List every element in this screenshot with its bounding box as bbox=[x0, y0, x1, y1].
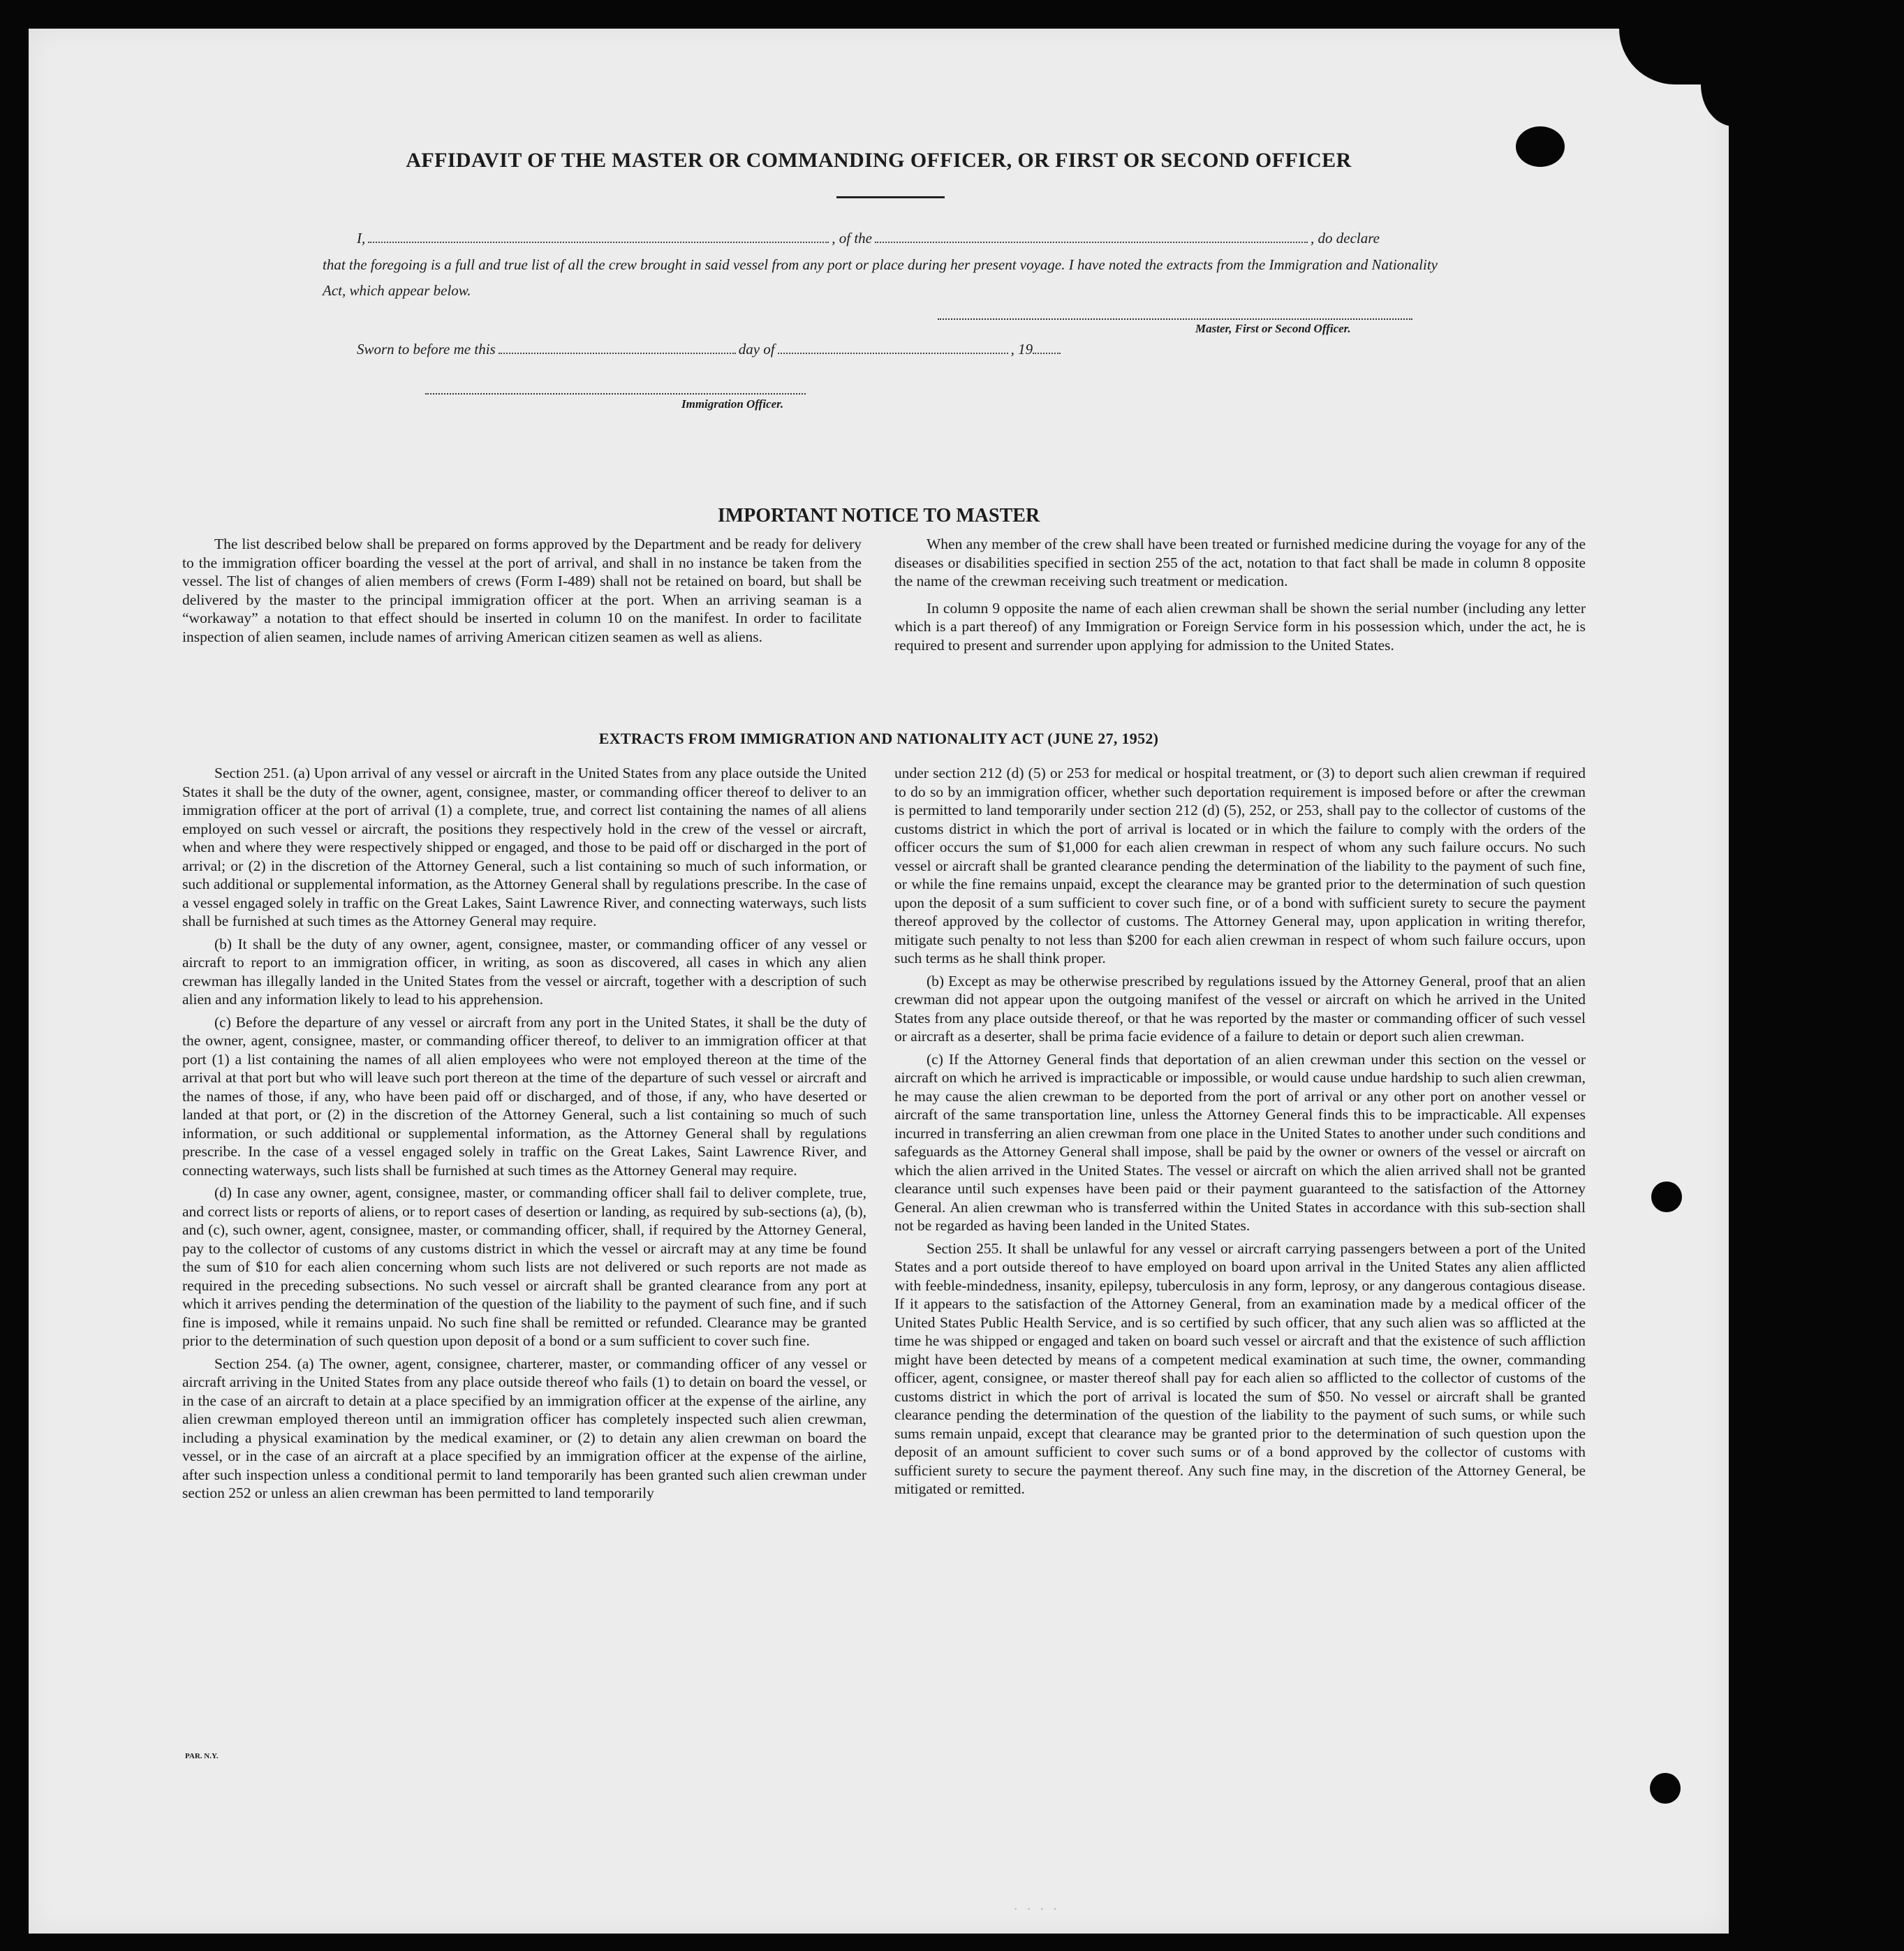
notice-title: IMPORTANT NOTICE TO MASTER bbox=[717, 505, 1040, 527]
vessel-name-field[interactable] bbox=[875, 241, 1308, 243]
year-label: , 19 bbox=[1010, 341, 1033, 358]
document-page bbox=[29, 29, 1729, 1934]
do-declare-label: , do declare bbox=[1311, 230, 1380, 246]
section-paragraph: (b) It shall be the duty of any owner, agent, consignee, master, or commanding officer of any vessel or aircraft to report to an immigration officer, in writing, as soon as discovered, all cases in which any alien crewman has illegally landed in the United States from the vessel or aircraft, together with a description of such alien and any information likely to lead to his apprehension. bbox=[182, 935, 866, 1008]
of-the-label: , of the bbox=[832, 230, 872, 246]
declaration-statement: that the foregoing is a full and true list of all the crew brought in said vessel from any port or place during her present voyage. I have noted the extracts from the Immigration and Nationality Act, which appear below. bbox=[323, 256, 1438, 299]
section-paragraph: (b) Except as may be otherwise prescribed by regulations issued by the Attorney General, proof that an alien crewman did not appear upon the outgoing manifest of the vessel or aircraft on which he arrived in the United States from any place outside thereof, or that he was reported by the master or commanding officer of such vessel or aircraft as a deserter, shall be prima facie evidence of a failure to detain or deport such alien crewman. bbox=[894, 972, 1586, 1045]
notice-left-column bbox=[182, 535, 862, 650]
notice-right-column bbox=[894, 535, 1586, 658]
extracts-right-column bbox=[894, 764, 1586, 1503]
section-paragraph: (d) In case any owner, agent, consignee, master, or commanding officer shall fail to deliver complete, true, and correct lists or reports of aliens, or to report cases of desertion or landing, as required by sub-sections (a), (b), and (c), such owner, agent, consignee, master, or commanding officer, shall, if required by the Attorney General, pay to the collector of customs of any customs district in which the vessel or aircraft may at any time be found the sum of $10 for each alien concerning whom such lists are not delivered or such reports are not made as required in the preceding subsections. No such vessel or aircraft shall be granted clearance from any port at which it arrives pending the determination of the question of the liability to the payment of such fine, and if such fine is imposed, while it remains unpaid. No such fine shall be remitted or refunded. Clearance may be granted prior to the determination of such question upon deposit of a bond or a sum sufficient to cover such fine. bbox=[182, 1184, 866, 1349]
sworn-day-field[interactable] bbox=[499, 352, 736, 354]
punch-hole bbox=[1651, 1181, 1682, 1212]
declarant-prefix: I, bbox=[357, 230, 366, 246]
section-paragraph: under section 212 (d) (5) or 253 for medical or hospital treatment, or (3) to deport such alien crewman if required to do so by an immigration officer, whether such deportation requirement is imposed before or after the crewman is permitted to land temporarily under section 212 (d) (5), 252, or 253, shall pay to the collector of customs of the customs district in which the port of arrival is located or in which the failure to comply with the orders of the officer occurs the sum of $1,000 for each alien crewman in respect of whom any such failure occurs. No such vessel or aircraft shall be granted clearance pending the determination of the liability to the payment of such fine, or while the fine remains unpaid, except the clearance may be granted prior to the determination of such question upon the deposit of a sum sufficient to cover such fine, or of a bond with sufficient surety to secure the payment thereof approved by the collector of customs. The Attorney General may, upon application in writing therefor, mitigate such penalty to not less than $200 for each alien crewman in respect of whom such failure occurs, upon such terms as he shall think proper. bbox=[894, 765, 1586, 966]
sworn-year-field[interactable] bbox=[1033, 352, 1061, 354]
sworn-line bbox=[357, 341, 1063, 358]
immigration-officer-signature-line[interactable] bbox=[425, 393, 806, 395]
title-divider bbox=[836, 196, 945, 198]
notice-paragraph: The list described below shall be prepared on forms approved by the Department and be ready for delivery to the immigration officer boarding the vessel at the port of arrival, and shall in no instance be taken from the vessel. The list of changes of alien members of crews (Form I-489) shall not be retained on board, but shall be delivered by the master to the principal immigration officer at the port. When an arriving seaman is a “workaway” a notation to that effect should be inserted in column 10 on the manifest. In order to facilitate inspection of alien seamen, include names of arriving American citizen seamen as well as aliens. bbox=[182, 536, 862, 645]
immigration-officer-label: Immigration Officer. bbox=[681, 397, 784, 411]
declarant-name-field[interactable] bbox=[368, 241, 829, 243]
bleed-through-dots: · · · · bbox=[1013, 1900, 1060, 1917]
sworn-label: Sworn to before me this bbox=[357, 341, 496, 358]
affidavit-title: AFFIDAVIT OF THE MASTER OR COMMANDING OFFICER, OR FIRST OR SECOND OFFICER bbox=[406, 149, 1352, 172]
section-paragraph: (c) Before the departure of any vessel or aircraft from any port in the United States, it shall be the duty of the owner, agent, consignee, master, or commanding officer thereof, to deliver to an immigration officer at that port (1) a list containing the names of all alien employees who were not employed thereon at the time of the arrival at that port but who will leave such port thereon at the time of the departure of such vessel or aircraft and the names of those, if any, who have been paid off or discharged, and of those, if any, who have deserted or landed at that port, or (2) in the discretion of the Attorney General, such a list containing so much of such information, or such additional or supplemental information, as the Attorney General shall by regulations prescribe. In the case of a vessel engaged solely in traffic on the Great Lakes, Saint Lawrence River, and connecting waterways, such lists shall be furnished at such times as the Attorney General may require. bbox=[182, 1013, 866, 1179]
master-signature-line[interactable] bbox=[938, 318, 1412, 320]
notice-paragraph: In column 9 opposite the name of each alien crewman shall be shown the serial number (including any letter which is a part thereof) of any Immigration or Foreign Service form in his possession which, under the act, he is required to present and surrender upon applying for admission to the United States. bbox=[894, 599, 1586, 654]
extracts-left-column bbox=[182, 764, 866, 1507]
day-of-label: day of bbox=[738, 341, 775, 358]
notice-paragraph: When any member of the crew shall have been treated or furnished medicine during the voyage for any of the diseases or disabilities specified in section 255 of the act, notation to that fact shall be made in column 8 opposite the name of the crewman receiving such treatment or medication. bbox=[894, 536, 1586, 589]
section-paragraph: Section 254. (a) The owner, agent, consignee, charterer, master, or commanding officer of any vessel or aircraft arriving in the United States from any place outside thereof who fails (1) to detain on board the vessel, or in the case of an aircraft to detain at a place specified by an immigration officer at the expense of the airline, any alien crewman employed thereon until an immigration officer has completely inspected such alien crewman, including a physical examination by the medical examiner, or (2) to detain any alien crewman on board the vessel, or in the case of an aircraft at a place specified by an immigration officer at the expense of the airline, after such inspection unless a conditional permit to land temporarily has been granted such alien crewman under section 252 or unless an alien crewman has been permitted to land temporarily bbox=[182, 1355, 866, 1501]
declaration-line bbox=[357, 230, 1439, 247]
punch-hole bbox=[1650, 1773, 1681, 1804]
printer-mark: PAR. N.Y. bbox=[185, 1752, 219, 1760]
extracts-title: EXTRACTS FROM IMMIGRATION AND NATIONALITY ACT (JUNE 27, 1952) bbox=[598, 730, 1159, 747]
torn-edge-mark bbox=[1701, 57, 1757, 126]
section-paragraph: (c) If the Attorney General finds that deportation of an alien crewman under this section on the vessel or aircraft on which he arrived is impracticable or impossible, or would cause undue hardship to such alien crewman, he may cause the alien crewman to be deported from the port of arrival or any other port on another vessel or aircraft of the same transportation line, unless the Attorney General finds this to be impracticable. All expenses incurred in transferring an alien crewman from one place in the United States to another under such conditions and safeguards as the Attorney General shall impose, shall be paid by the owner or owners of the vessel or aircraft on which the alien arrived in the United States. The vessel or aircraft on which the alien arrived shall not be granted clearance until such expenses have been paid or their payment guaranteed to the satisfaction of the Attorney General. An alien crewman who is transferred within the United States in accordance with this sub-section shall not be regarded as having been landed in the United States. bbox=[894, 1050, 1586, 1234]
sworn-month-field[interactable] bbox=[778, 352, 1008, 354]
section-paragraph: Section 255. It shall be unlawful for any vessel or aircraft carrying passengers between a port of the United States and a port outside thereof to have employed on board upon arrival in the United States any alien afflicted with feeble-mindedness, insanity, epilepsy, tuberculosis in any form, leprosy, or any dangerous contagious disease. If it appears to the satisfaction of the Attorney General, from an examination made by a medical officer of the United States Public Health Service, and is so certified by such officer, that any such alien was so afflicted at the time he was shipped or engaged and taken on board such vessel or aircraft and that the existence of such affliction might have been detected by means of a competent medical examination at such time, the owner, commanding officer, agent, consignee, or master thereof shall pay for each alien so afflicted to the collector of customs of the customs district in which the port of arrival is located the sum of $50. No vessel or aircraft shall be granted clearance pending the determination of the question of the liability to the payment of such sums, or while such sums remain unpaid, except that clearance may be granted prior to the determination of such question upon the deposit of an amount sufficient to cover such sums or of a bond approved by the collector of customs with sufficient surety to secure the payment thereof. Any such fine may, in the discretion of the Attorney General, be mitigated or remitted. bbox=[894, 1239, 1586, 1497]
section-paragraph: Section 251. (a) Upon arrival of any vessel or aircraft in the United States from any place outside the United States it shall be the duty of the owner, agent, consignee, master, or commanding officer thereof to deliver to an immigration officer at the port of arrival (1) a complete, true, and correct list containing the names of all aliens employed on such vessel or aircraft, the positions they respectively hold in the crew of the vessel or aircraft, when and where they were respectively shipped or engaged, and those to be paid off or discharged in the port of arrival; or (2) in the discretion of the Attorney General, such a list containing so much of such information, or such additional or supplemental information, as the Attorney General shall by regulations prescribe. In the case of a vessel engaged solely in traffic on the Great Lakes, Saint Lawrence River, and connecting waterways, such lists shall be furnished at such times as the Attorney General may require. bbox=[182, 765, 866, 929]
master-signature-label: Master, First or Second Officer. bbox=[1195, 322, 1351, 335]
